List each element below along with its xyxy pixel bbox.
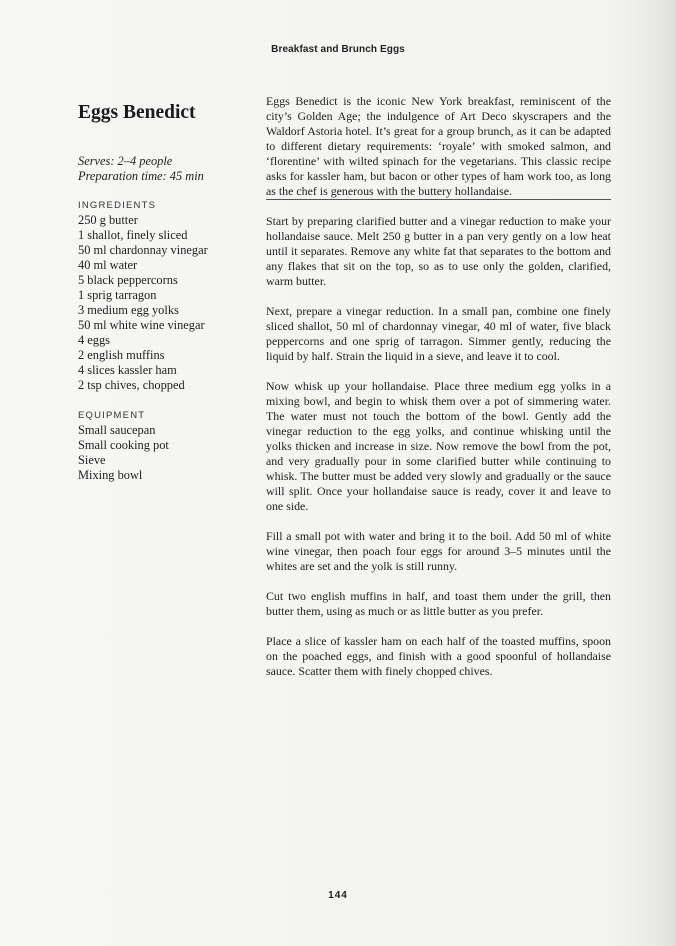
ingredient-item: 1 sprig tarragon bbox=[78, 288, 157, 302]
recipe-sidebar bbox=[78, 102, 248, 483]
ingredients-list bbox=[78, 213, 248, 393]
equipment-item: Sieve bbox=[78, 453, 106, 467]
ingredient-item: 250 g butter bbox=[78, 213, 138, 227]
equipment-list bbox=[78, 423, 248, 483]
ingredient-item: 1 shallot, finely sliced bbox=[78, 228, 188, 242]
ingredient-item: 5 black peppercorns bbox=[78, 273, 178, 287]
section-divider bbox=[266, 199, 611, 200]
prep-time-text: Preparation time: 45 min bbox=[78, 169, 204, 183]
ingredients-heading: INGREDIENTS bbox=[78, 200, 157, 211]
page-number: 144 bbox=[328, 890, 348, 901]
intro-paragraph: Eggs Benedict is the iconic New York breakfast, reminiscent of the city’s Golden Age; the indulgence of Art Deco skyscrapers and the Waldorf Astoria hotel. It’s great for a group brunch, as it can be adapted to different dietary requirements: ‘royale’ with smoked salmon, and ‘florentine’ with wilted spinach for the vegetarians. This classic recipe asks for kassler ham, but bacon or other types of ham work too, as long as the chef is generous with the buttery hollandaise. bbox=[266, 94, 611, 198]
method-step: Place a slice of kassler ham on each half of the toasted muffins, spoon on the poached eggs, and finish with a good spoonful of hollandaise sauce. Scatter them with finely chopped chives. bbox=[266, 634, 611, 678]
equipment-heading: EQUIPMENT bbox=[78, 410, 146, 421]
ingredient-item: 2 english muffins bbox=[78, 348, 165, 362]
recipe-meta bbox=[78, 154, 248, 184]
ingredient-item: 4 slices kassler ham bbox=[78, 363, 177, 377]
method-step: Cut two english muffins in half, and toast them under the grill, then butter them, using as much or as little butter as you prefer. bbox=[266, 589, 611, 618]
serves-text: Serves: 2–4 people bbox=[78, 154, 173, 168]
method-step: Start by preparing clarified butter and a vinegar reduction to make your hollandaise sauce. Melt 250 g butter in a pan very gently on a low heat until it separates. Remove any white fat that separates to the bottom and any flakes that sit on the top, so as to use only the golden, clarified, warm butter. bbox=[266, 214, 611, 288]
ingredient-item: 2 tsp chives, chopped bbox=[78, 378, 185, 392]
ingredient-item: 50 ml white wine vinegar bbox=[78, 318, 205, 332]
ingredient-item: 50 ml chardonnay vinegar bbox=[78, 243, 208, 257]
equipment-item: Mixing bowl bbox=[78, 468, 143, 482]
ingredient-item: 40 ml water bbox=[78, 258, 138, 272]
recipe-body bbox=[266, 94, 611, 694]
recipe-title: Eggs Benedict bbox=[78, 102, 196, 123]
equipment-item: Small saucepan bbox=[78, 423, 156, 437]
method-step: Next, prepare a vinegar reduction. In a small pan, combine one finely sliced shallot, 50 ml of chardonnay vinegar, 40 ml of water, five black peppercorns and one sprig of tarragon. Simmer gently, reducing the liquid by half. Strain the liquid in a sieve, and leave it to cool. bbox=[266, 304, 611, 363]
ingredient-item: 4 eggs bbox=[78, 333, 111, 347]
equipment-item: Small cooking pot bbox=[78, 438, 169, 452]
running-head: Breakfast and Brunch Eggs bbox=[271, 44, 405, 55]
method-step: Now whisk up your hollandaise. Place three medium egg yolks in a mixing bowl, and begin to whisk them over a pot of simmering water. The water must not touch the bottom of the bowl. Gently add the vinegar reduction to the egg yolks, and continue whisking until the yolks thicken and increase in size. Now remove the bowl from the pot, and very gradually pour in some clarified butter while continuing to whisk. The butter must be added very slowly and gradually or the sauce will split. Once your hollandaise sauce is ready, cover it and leave to one side. bbox=[266, 379, 611, 513]
ingredient-item: 3 medium egg yolks bbox=[78, 303, 179, 317]
method-step: Fill a small pot with water and bring it to the boil. Add 50 ml of white wine vinegar, then poach four eggs for around 3–5 minutes until the whites are set and the yolk is still runny. bbox=[266, 529, 611, 573]
